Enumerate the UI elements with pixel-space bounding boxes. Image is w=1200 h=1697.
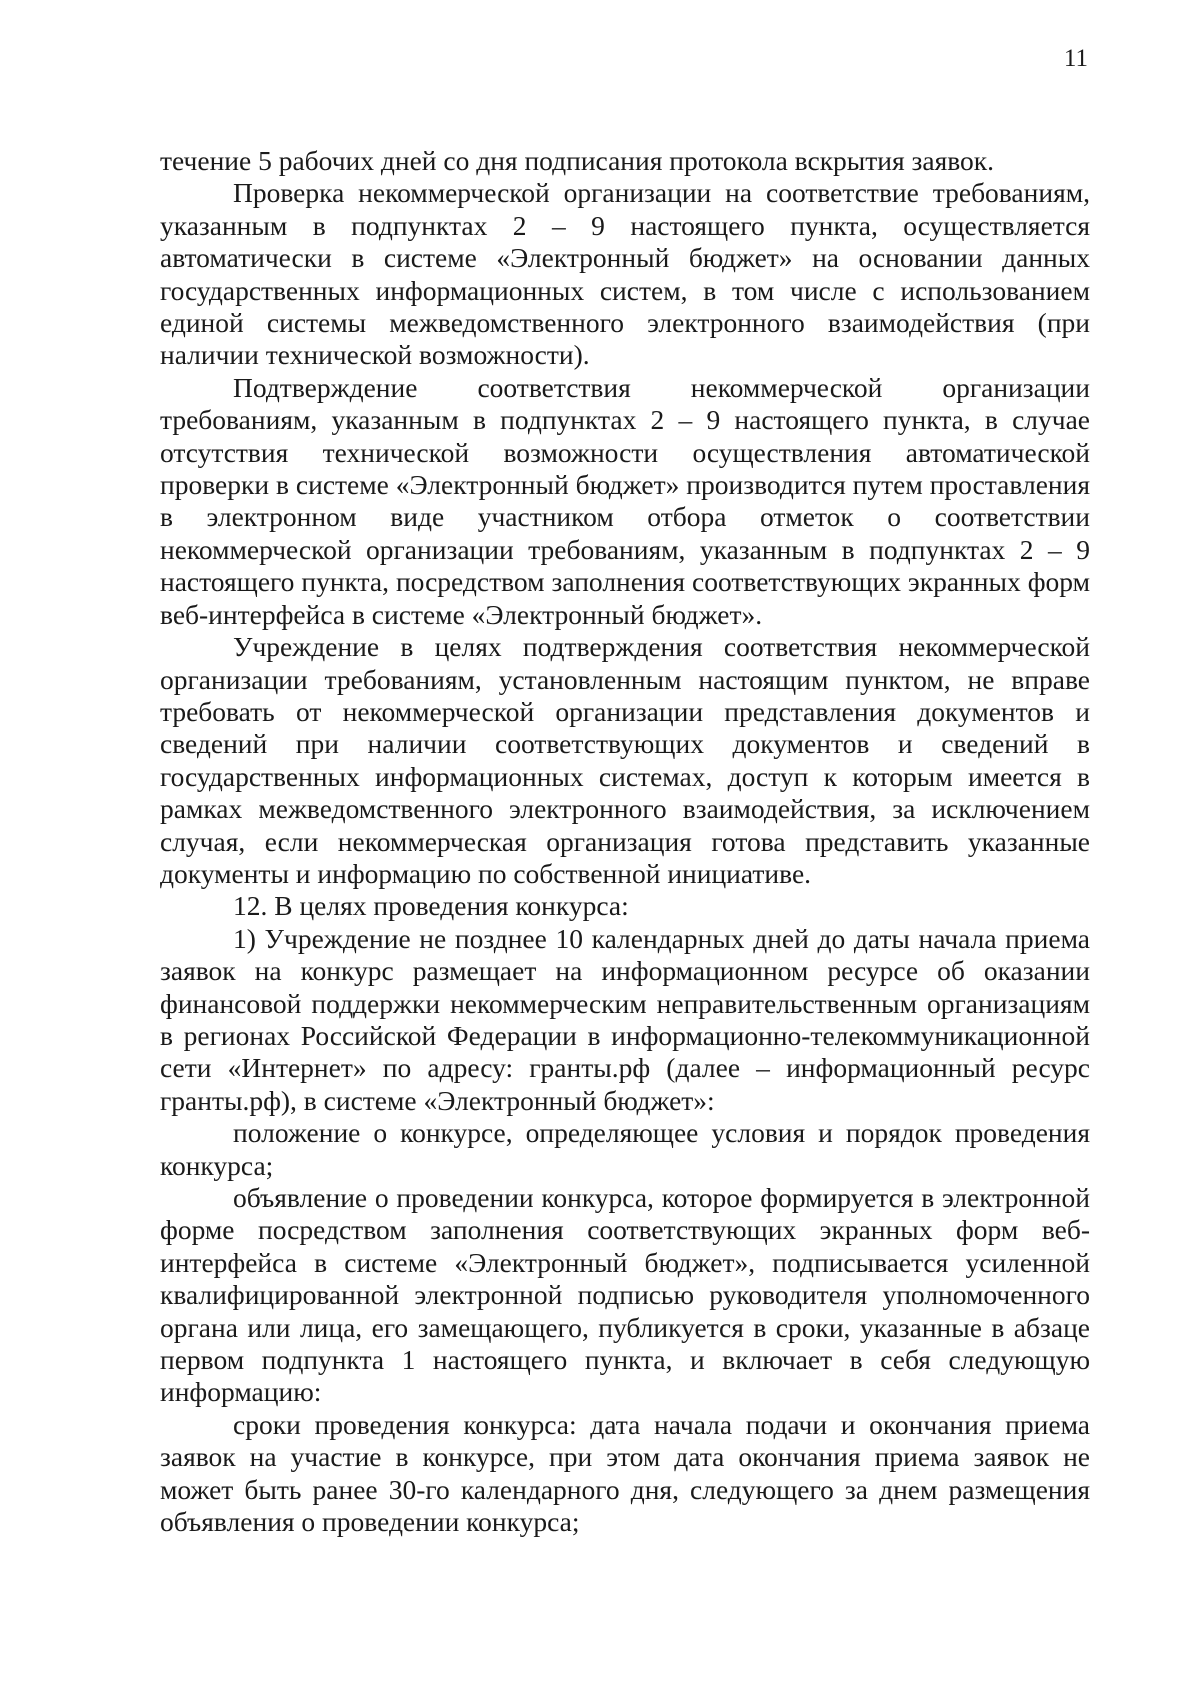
paragraph-continuation: течение 5 рабочих дней со дня подписания протокола вскрытия заявок. — [160, 145, 995, 176]
page-number: 11 — [1063, 45, 1088, 72]
paragraph-automatic-check: Проверка некоммерческой организации на соответствие требованиям, указанным в подпунктах 2 – 9 настоящего пункта, осуществляется автоматически в системе «Электронный бюджет» на основании данных государственных информационных систем, в том числе с использованием единой системы межведомственного электронного взаимодействия (при наличии технической возможности). — [160, 177, 1090, 371]
paragraph-contest-announcement: объявление о проведении конкурса, которое формируется в электронной форме посредством заполнения соответствующих экранных форм веб-интерфейса в системе «Электронный бюджет», подписывается усиленной квалифицированной электронной подписью руководителя уполномоченного органа или лица, его замещающего, публикуется в сроки, указанные в абзаце первом подпункта 1 настоящего пункта, и включает в себя следующую информацию: — [160, 1182, 1090, 1408]
document-body — [160, 145, 1090, 1538]
paragraph-manual-confirmation: Подтверждение соответствия некоммерческой организации требованиям, указанным в подпунктах 2 – 9 настоящего пункта, в случае отсутствия технической возможности осуществления автоматической проверки в системе «Электронный бюджет» производится путем проставления в электронном виде участником отбора отметок о соответствии некоммерческой организации требованиям, указанным в подпунктах 2 – 9 настоящего пункта, посредством заполнения соответствующих экранных форм веб-интерфейса в системе «Электронный бюджет». — [160, 371, 1090, 630]
paragraph-no-documents-required: Учреждение в целях подтверждения соответствия некоммерческой организации требованиям, установленным настоящим пунктом, не вправе требовать от некоммерческой организации представления документов и сведений при наличии соответствующих документов и сведений в государственных информационных системах, доступ к которым имеется в рамках межведомственного электронного взаимодействия, за исключением случая, если некоммерческая организация готова представить указанные документы и информацию по собственной инициативе. — [160, 631, 1090, 889]
paragraph-section-12-heading: 12. В целях проведения конкурса: — [233, 890, 629, 922]
paragraph-subitem-1: 1) Учреждение не позднее 10 календарных дней до даты начала приема заявок на конкурс размещает на информационном ресурсе об оказании финансовой поддержки некоммерческим неправительственным организациям в регионах Российской Федерации в информационно-телекоммуникационной сети «Интернет» по адресу: гранты.рф (далее – информационный ресурс гранты.рф), в системе «Электронный бюджет»: — [160, 922, 1090, 1116]
paragraph-contest-regulation: положение о конкурсе, определяющее условия и порядок проведения конкурса; — [160, 1117, 1090, 1181]
paragraph-contest-dates: сроки проведения конкурса: дата начала подачи и окончания приема заявок на участие в конкурсе, при этом дата окончания приема заявок не может быть ранее 30-го календарного дня, следующего за днем размещения объявления о проведении конкурса; — [160, 1408, 1090, 1538]
